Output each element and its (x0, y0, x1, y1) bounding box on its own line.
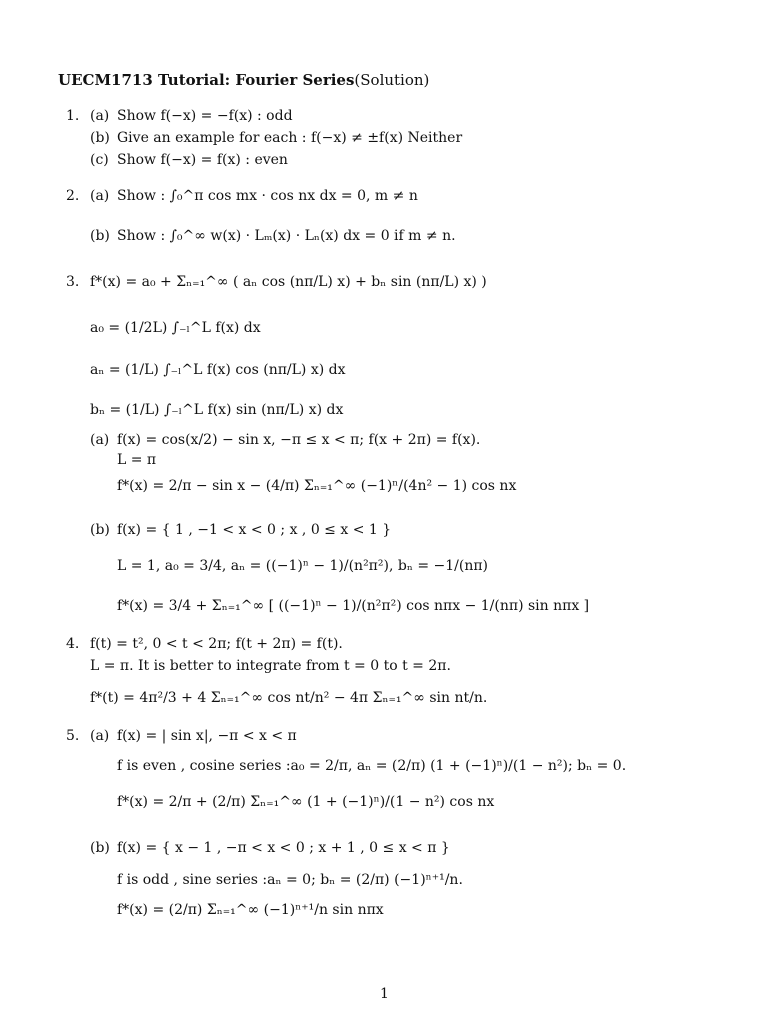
formula-line: f is even , cosine series :a₀ = 2/π, aₙ = (2/π) (1 + (−1)ⁿ)/(1 − n²); bₙ = 0. (117, 758, 627, 774)
part-text: Show : ∫₀^π cos mx · cos nx dx = 0, m ≠ n (117, 188, 418, 204)
page-number: 1 (380, 986, 389, 1002)
title-bold: UECM1713 Tutorial: Fourier Series (58, 71, 355, 89)
part-label: (b) (90, 228, 110, 244)
formula-line: f*(x) = (2/π) Σₙ₌₁^∞ (−1)ⁿ⁺¹/n sin nπx (117, 902, 384, 918)
item-number: 5. (66, 728, 80, 744)
item-number: 4. (66, 636, 80, 652)
part-label: (a) (90, 108, 110, 124)
formula-line: f is odd , sine series :aₙ = 0; bₙ = (2/π) (−1)ⁿ⁺¹/n. (117, 872, 463, 888)
formula-line: f*(x) = 3/4 + Σₙ₌₁^∞ [ ((−1)ⁿ − 1)/(n²π²) cos nπx − 1/(nπ) sin nπx ] (117, 598, 590, 614)
part-label: (a) (90, 728, 110, 744)
part-label: (c) (90, 152, 109, 168)
formula-line: L = π (117, 452, 157, 468)
item-number: 2. (66, 188, 80, 204)
formula-line: f(x) = { x − 1 , −π < x < 0 ; x + 1 , 0 ≤ x < π } (117, 840, 450, 856)
formula-line: a₀ = (1/2L) ∫₋ₗ^L f(x) dx (90, 320, 261, 336)
part-text: Show f(−x) = f(x) : even (117, 152, 288, 168)
formula-line: L = π. It is better to integrate from t = 0 to t = 2π. (90, 658, 451, 674)
formula-line: f(x) = { 1 , −1 < x < 0 ; x , 0 ≤ x < 1 } (117, 522, 392, 538)
part-label: (a) (90, 432, 110, 448)
page-title (58, 70, 429, 90)
formula-line: f(x) = | sin x|, −π < x < π (117, 728, 297, 744)
formula-line: f*(x) = a₀ + Σₙ₌₁^∞ ( aₙ cos (nπ/L) x) + bₙ sin (nπ/L) x) ) (90, 274, 487, 290)
formula-line: f*(x) = 2/π + (2/π) Σₙ₌₁^∞ (1 + (−1)ⁿ)/(1 − n²) cos nx (117, 794, 495, 810)
formula-line: f(x) = cos(x/2) − sin x, −π ≤ x < π; f(x + 2π) = f(x). (117, 432, 481, 448)
part-text: Show : ∫₀^∞ w(x) · Lₘ(x) · Lₙ(x) dx = 0 if m ≠ n. (117, 228, 456, 244)
formula-line: aₙ = (1/L) ∫₋ₗ^L f(x) cos (nπ/L) x) dx (90, 362, 346, 378)
formula-line: f(t) = t², 0 < t < 2π; f(t + 2π) = f(t). (90, 636, 343, 652)
formula-line: bₙ = (1/L) ∫₋ₗ^L f(x) sin (nπ/L) x) dx (90, 402, 344, 418)
part-label: (b) (90, 840, 110, 856)
formula-line: f*(x) = 2/π − sin x − (4/π) Σₙ₌₁^∞ (−1)ⁿ/(4n² − 1) cos nx (117, 478, 517, 494)
item-number: 3. (66, 274, 80, 290)
part-text: Give an example for each : f(−x) ≠ ±f(x) Neither (117, 130, 463, 146)
formula-line: f*(t) = 4π²/3 + 4 Σₙ₌₁^∞ cos nt/n² − 4π Σₙ₌₁^∞ sin nt/n. (90, 690, 488, 706)
item-number: 1. (66, 108, 80, 124)
title-suffix: (Solution) (354, 71, 430, 89)
part-label: (b) (90, 130, 110, 146)
part-text: Show f(−x) = −f(x) : odd (117, 108, 293, 124)
part-label: (b) (90, 522, 110, 538)
formula-line: L = 1, a₀ = 3/4, aₙ = ((−1)ⁿ − 1)/(n²π²), bₙ = −1/(nπ) (117, 558, 488, 574)
part-label: (a) (90, 188, 110, 204)
